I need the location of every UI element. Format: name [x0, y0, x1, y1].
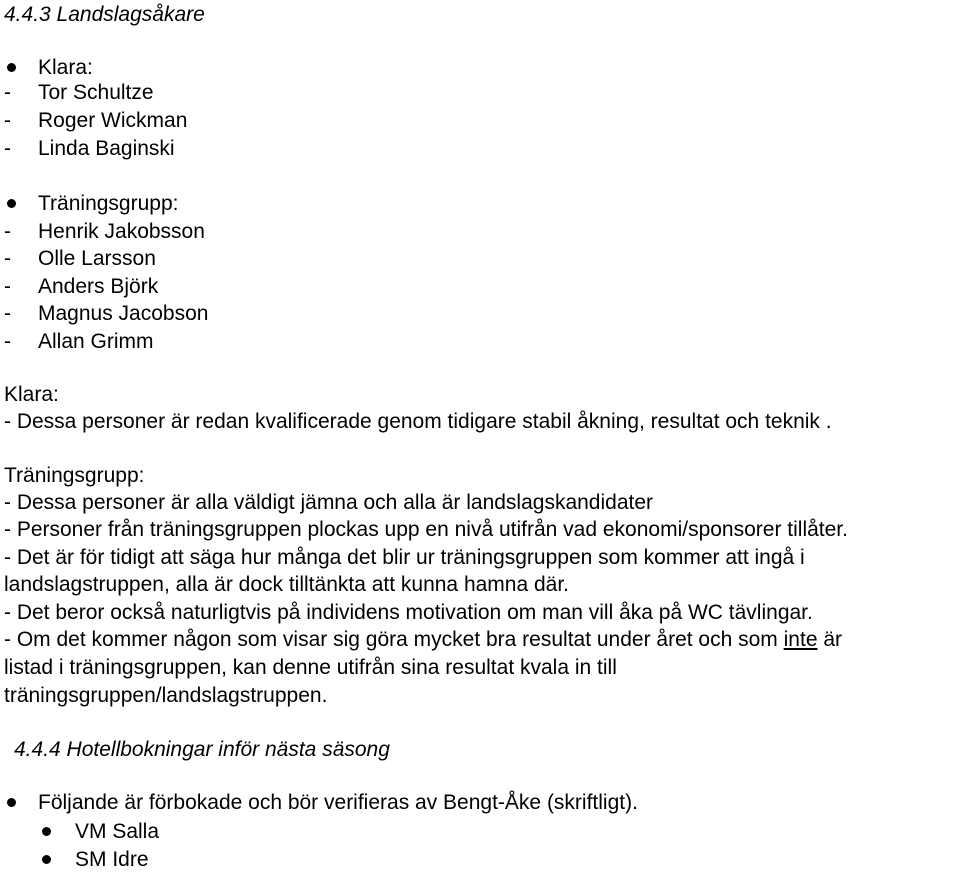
bullet-icon: [42, 827, 51, 836]
bullet-icon: [42, 855, 51, 864]
dash-mark: -: [4, 220, 11, 243]
hotel-item: VM Salla: [75, 820, 160, 843]
traning-desc-line: landslagstruppen, alla är dock tilltänkta att kunna hamna där.: [4, 573, 570, 596]
klara-name: Roger Wickman: [38, 109, 188, 132]
traning-desc-line: - Dessa personer är alla väldigt jämna och alla är landslagskandidater: [4, 491, 654, 514]
underlined-word: inte: [783, 628, 818, 651]
traning-desc-text: - Om det kommer någon som visar sig göra mycket bra resultat under året och som: [4, 628, 784, 651]
hotel-intro-text: Följande är förbokade och bör verifieras av Bengt-Åke (skriftligt).: [38, 791, 638, 814]
traning-desc-line: - Personer från träningsgruppen plockas upp en nivå utifrån vad ekonomi/sponsorer tillåter.: [4, 518, 848, 541]
bullet-icon: [7, 199, 16, 208]
traning-desc-text: är: [817, 628, 843, 651]
dash-mark: -: [4, 275, 11, 298]
traning-name: Henrik Jakobsson: [38, 220, 205, 243]
bullet-icon: [7, 63, 16, 72]
traning-name: Magnus Jacobson: [38, 302, 209, 325]
traning-list-label: Träningsgrupp:: [38, 192, 179, 215]
traning-desc-line: [4, 626, 842, 654]
klara-name: Tor Schultze: [38, 81, 154, 104]
dash-mark: -: [4, 81, 11, 104]
traning-desc-line: listad i träningsgruppen, kan denne utifrån sina resultat kvala in till: [4, 656, 617, 679]
klara-name: Linda Baginski: [38, 137, 175, 160]
traning-desc-line: - Det beror också naturligtvis på individens motivation om man vill åka på WC tävlingar.: [4, 601, 813, 624]
dash-mark: -: [4, 302, 11, 325]
traning-name: Allan Grimm: [38, 330, 154, 353]
traning-name: Anders Björk: [38, 275, 159, 298]
dash-mark: -: [4, 109, 11, 132]
dash-mark: -: [4, 247, 11, 270]
klara-desc-label: Klara:: [4, 383, 59, 406]
dash-mark: -: [4, 330, 11, 353]
section-heading-443: 4.4.3 Landslagsåkare: [4, 3, 205, 26]
traning-desc-line: träningsgruppen/landslagstruppen.: [4, 684, 328, 707]
traning-desc-line: - Det är för tidigt att säga hur många det blir ur träningsgruppen som kommer att ingå i: [4, 546, 805, 569]
dash-mark: -: [4, 137, 11, 160]
traning-desc-label: Träningsgrupp:: [4, 464, 145, 487]
bullet-icon: [7, 798, 16, 807]
traning-name: Olle Larsson: [38, 247, 156, 270]
klara-list-label: Klara:: [38, 56, 93, 79]
section-heading-444: 4.4.4 Hotellbokningar inför nästa säsong: [14, 738, 390, 761]
hotel-item: SM Idre: [75, 848, 149, 871]
klara-desc-line: - Dessa personer är redan kvalificerade genom tidigare stabil åkning, resultat och teknik .: [4, 410, 832, 433]
